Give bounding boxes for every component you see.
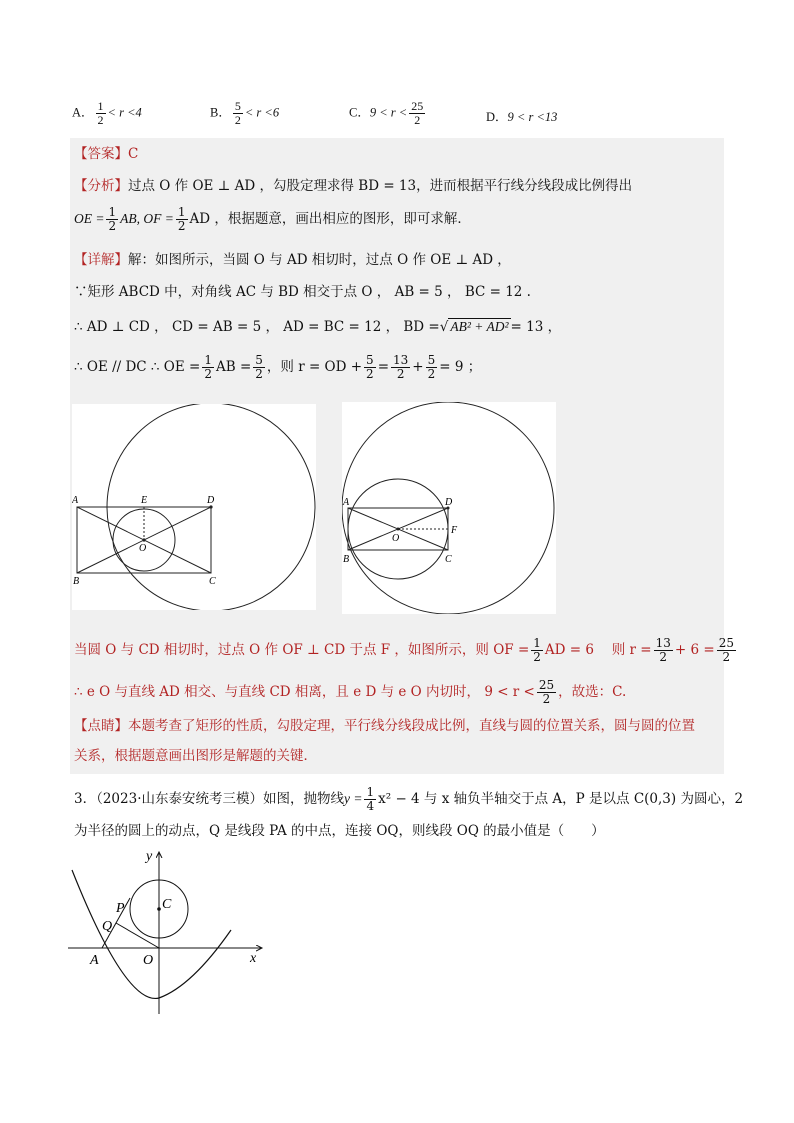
label-o: O (139, 543, 147, 554)
label-d: D (207, 495, 215, 506)
figure-1 (72, 404, 316, 610)
answer-line: 【答案】C (74, 146, 139, 162)
question3-line2: 为半径的圆上的动点，Q 是线段 PA 的中点，连接 OQ，则线段 OQ 的最小值是（ ） (74, 823, 605, 839)
label-o: O (143, 953, 154, 968)
detail-line3: ∴ AD ⊥ CD ， CD = AB = 5 ， AD = BC = 12 ， BD =√ AB² + AD² = 13 ， (74, 319, 562, 335)
detail-line1: 【详解】解：如图所示，当圆 O 与 AD 相切时，过点 O 作 OE ⊥ AD ， (74, 252, 511, 268)
detail-line4: ∴ OE // DC ∴ OE = $\frac{1}{2}$ AB = $\frac{5}{2}$ ，则 r = OD + $\frac{5}{2}$ = $\frac{13}{2}$ + $\frac{5}{2}$ = 9 ； (74, 353, 482, 381)
comment-line2: 关系，根据题意画出图形是解题的关键． (74, 748, 317, 764)
option-a: A． $\frac{1}{2}$ < r <4 (72, 99, 142, 127)
label-q: Q (102, 919, 113, 934)
option-b: B． $\frac{5}{2}$ < r <6 (210, 99, 280, 127)
label-o: O (392, 533, 400, 544)
detail-line2: ∵矩形 ABCD 中，对角线 AC 与 BD 相交于点 O ， AB = 5 ， BC = 12 . (74, 284, 531, 300)
parabola-graph (66, 846, 268, 1016)
label-b: B (343, 554, 350, 565)
analysis-line2: OE = $\frac{1}{2}$ AB, OF = $\frac{1}{2}$ AD ，根据题意，画出相应的图形，即可求解． (74, 205, 471, 233)
detail2-line2: ∴ e O 与直线 AD 相交、与直线 CD 相离，且 e D 与 e O 内切时， 9 < r < $\frac{25}{2}$ ，故选：C. (74, 678, 627, 706)
option-d: D．9 < r <13 (486, 110, 558, 124)
label-c: C (209, 576, 216, 587)
axis-y-label: y (146, 849, 153, 864)
label-b: B (73, 576, 80, 587)
label-c: C (445, 554, 452, 565)
label-c: C (162, 897, 172, 912)
label-f: F (451, 525, 458, 536)
label-a: A (90, 953, 99, 968)
analysis-line1: 【分析】过点 O 作 OE ⊥ AD ，勾股定理求得 BD = 13，进而根据平行线分线段成比例得出 (74, 178, 633, 194)
axis-x-label: x (250, 951, 257, 966)
label-p: P (116, 901, 125, 916)
figure-2 (342, 402, 556, 614)
option-c: C．9 < r < $\frac{25}{2}$ (349, 99, 424, 127)
label-a: A (72, 495, 79, 506)
question3-line1: 3．（2023·山东泰安统考三模）如图，抛物线y = $\frac{1}{4}$ x² − 4 与 x 轴负半轴交于点 A，P 是以点 C(0,3) 为圆心，2 (74, 785, 744, 813)
label-e: E (141, 495, 148, 506)
label-a: A (343, 497, 350, 508)
detail2-line1: 当圆 O 与 CD 相切时，过点 O 作 OF ⊥ CD 于点 F ，如图所示，则 OF = $\frac{1}{2}$ AD = 6 则 r = $\frac{13}{2}$ + 6 = $\frac{25}{2}$ (74, 636, 734, 664)
comment-line1: 【点睛】本题考查了矩形的性质，勾股定理，平行线分线段成比例，直线与圆的位置关系，圆与圆的位置 (74, 718, 695, 734)
label-d: D (445, 497, 453, 508)
